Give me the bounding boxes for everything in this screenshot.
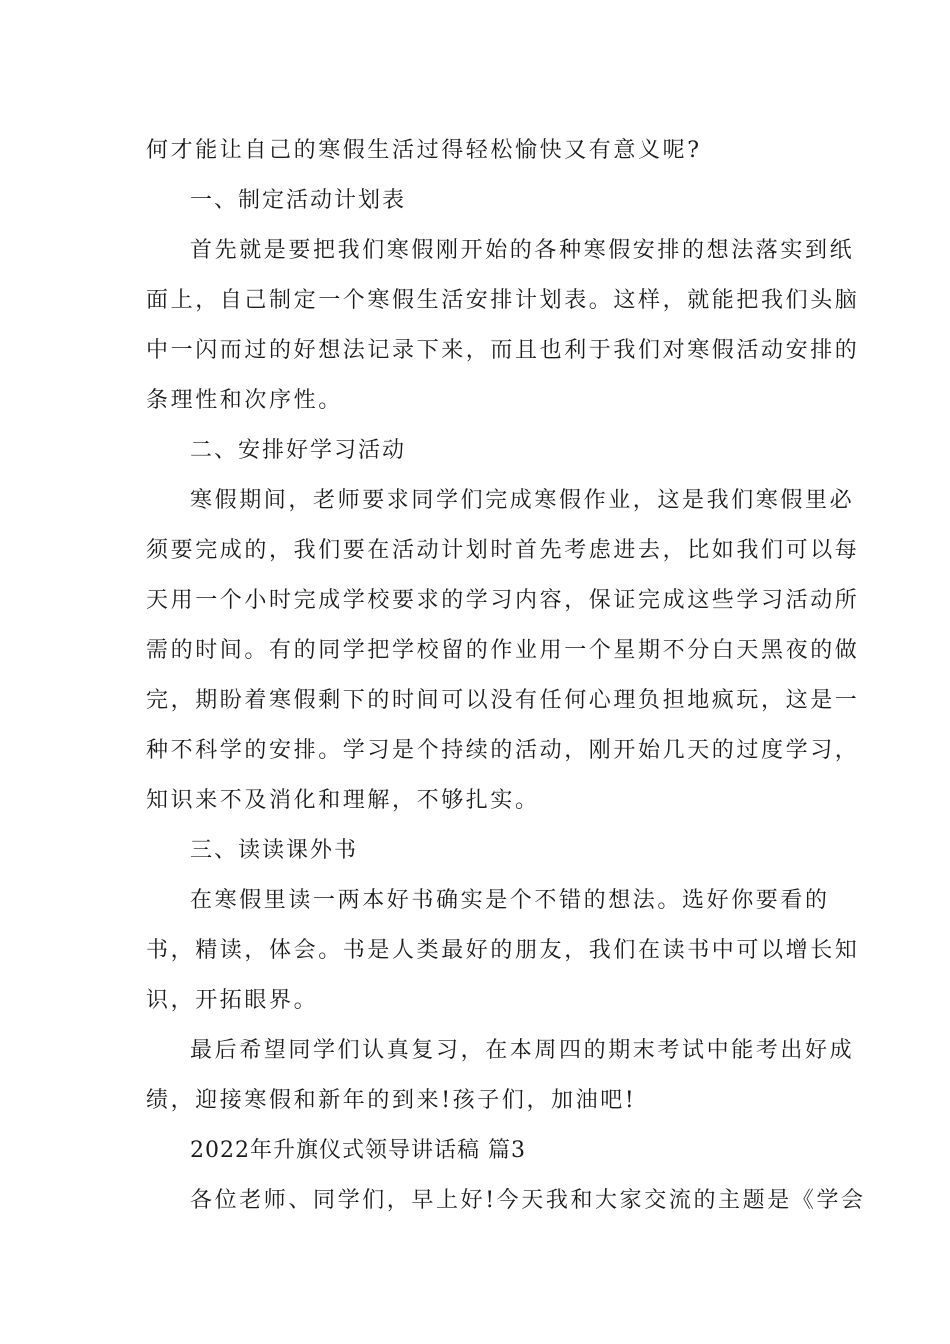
paragraph-line: 绩，迎接寒假和新年的到来!孩子们，加油吧! [146, 1088, 637, 1113]
paragraph-line: 完，期盼着寒假剩下的时间可以没有任何心理负担地疯玩，这是一 [146, 688, 860, 713]
paragraph-line: 书，精读，体会。书是人类最好的朋友，我们在读书中可以增长知 [146, 938, 860, 963]
section-heading: 二、安排好学习活动 [190, 438, 407, 463]
paragraph-line: 寒假期间，老师要求同学们完成寒假作业，这是我们寒假里必 [190, 488, 855, 513]
paragraph-line: 需的时间。有的同学把学校留的作业用一个星期不分白天黑夜的做 [146, 638, 860, 663]
paragraph-line: 在寒假里读一两本好书确实是个不错的想法。选好你要看的 [190, 888, 830, 913]
section-heading: 一、制定活动计划表 [190, 188, 407, 213]
paragraph-line: 识，开拓眼界。 [146, 988, 319, 1013]
paragraph-line: 条理性和次序性。 [146, 388, 343, 413]
article-title: 2022年升旗仪式领导讲话稿 篇3 [190, 1138, 526, 1163]
paragraph-line: 何才能让自己的寒假生活过得轻松愉快又有意义呢? [146, 138, 702, 163]
paragraph-line: 种不科学的安排。学习是个持续的活动，刚开始几天的过度学习， [146, 738, 860, 763]
paragraph-line: 知识来不及消化和理解，不够扎实。 [146, 788, 540, 813]
section-heading: 三、读读课外书 [190, 838, 359, 863]
paragraph-line: 天用一个小时完成学校要求的学习内容，保证完成这些学习活动所 [146, 588, 860, 613]
paragraph-line: 须要完成的，我们要在活动计划时首先考虑进去，比如我们可以每 [146, 538, 860, 563]
paragraph-line: 最后希望同学们认真复习，在本周四的期末考试中能考出好成 [190, 1038, 855, 1063]
paragraph-line: 各位老师、同学们，早上好!今天我和大家交流的主题是《学会 [190, 1188, 866, 1213]
paragraph-line: 中一闪而过的好想法记录下来，而且也利于我们对寒假活动安排的 [146, 338, 860, 363]
paragraph-line: 面上，自己制定一个寒假生活安排计划表。这样，就能把我们头脑 [146, 288, 860, 313]
paragraph-line: 首先就是要把我们寒假刚开始的各种寒假安排的想法落实到纸 [190, 238, 855, 263]
